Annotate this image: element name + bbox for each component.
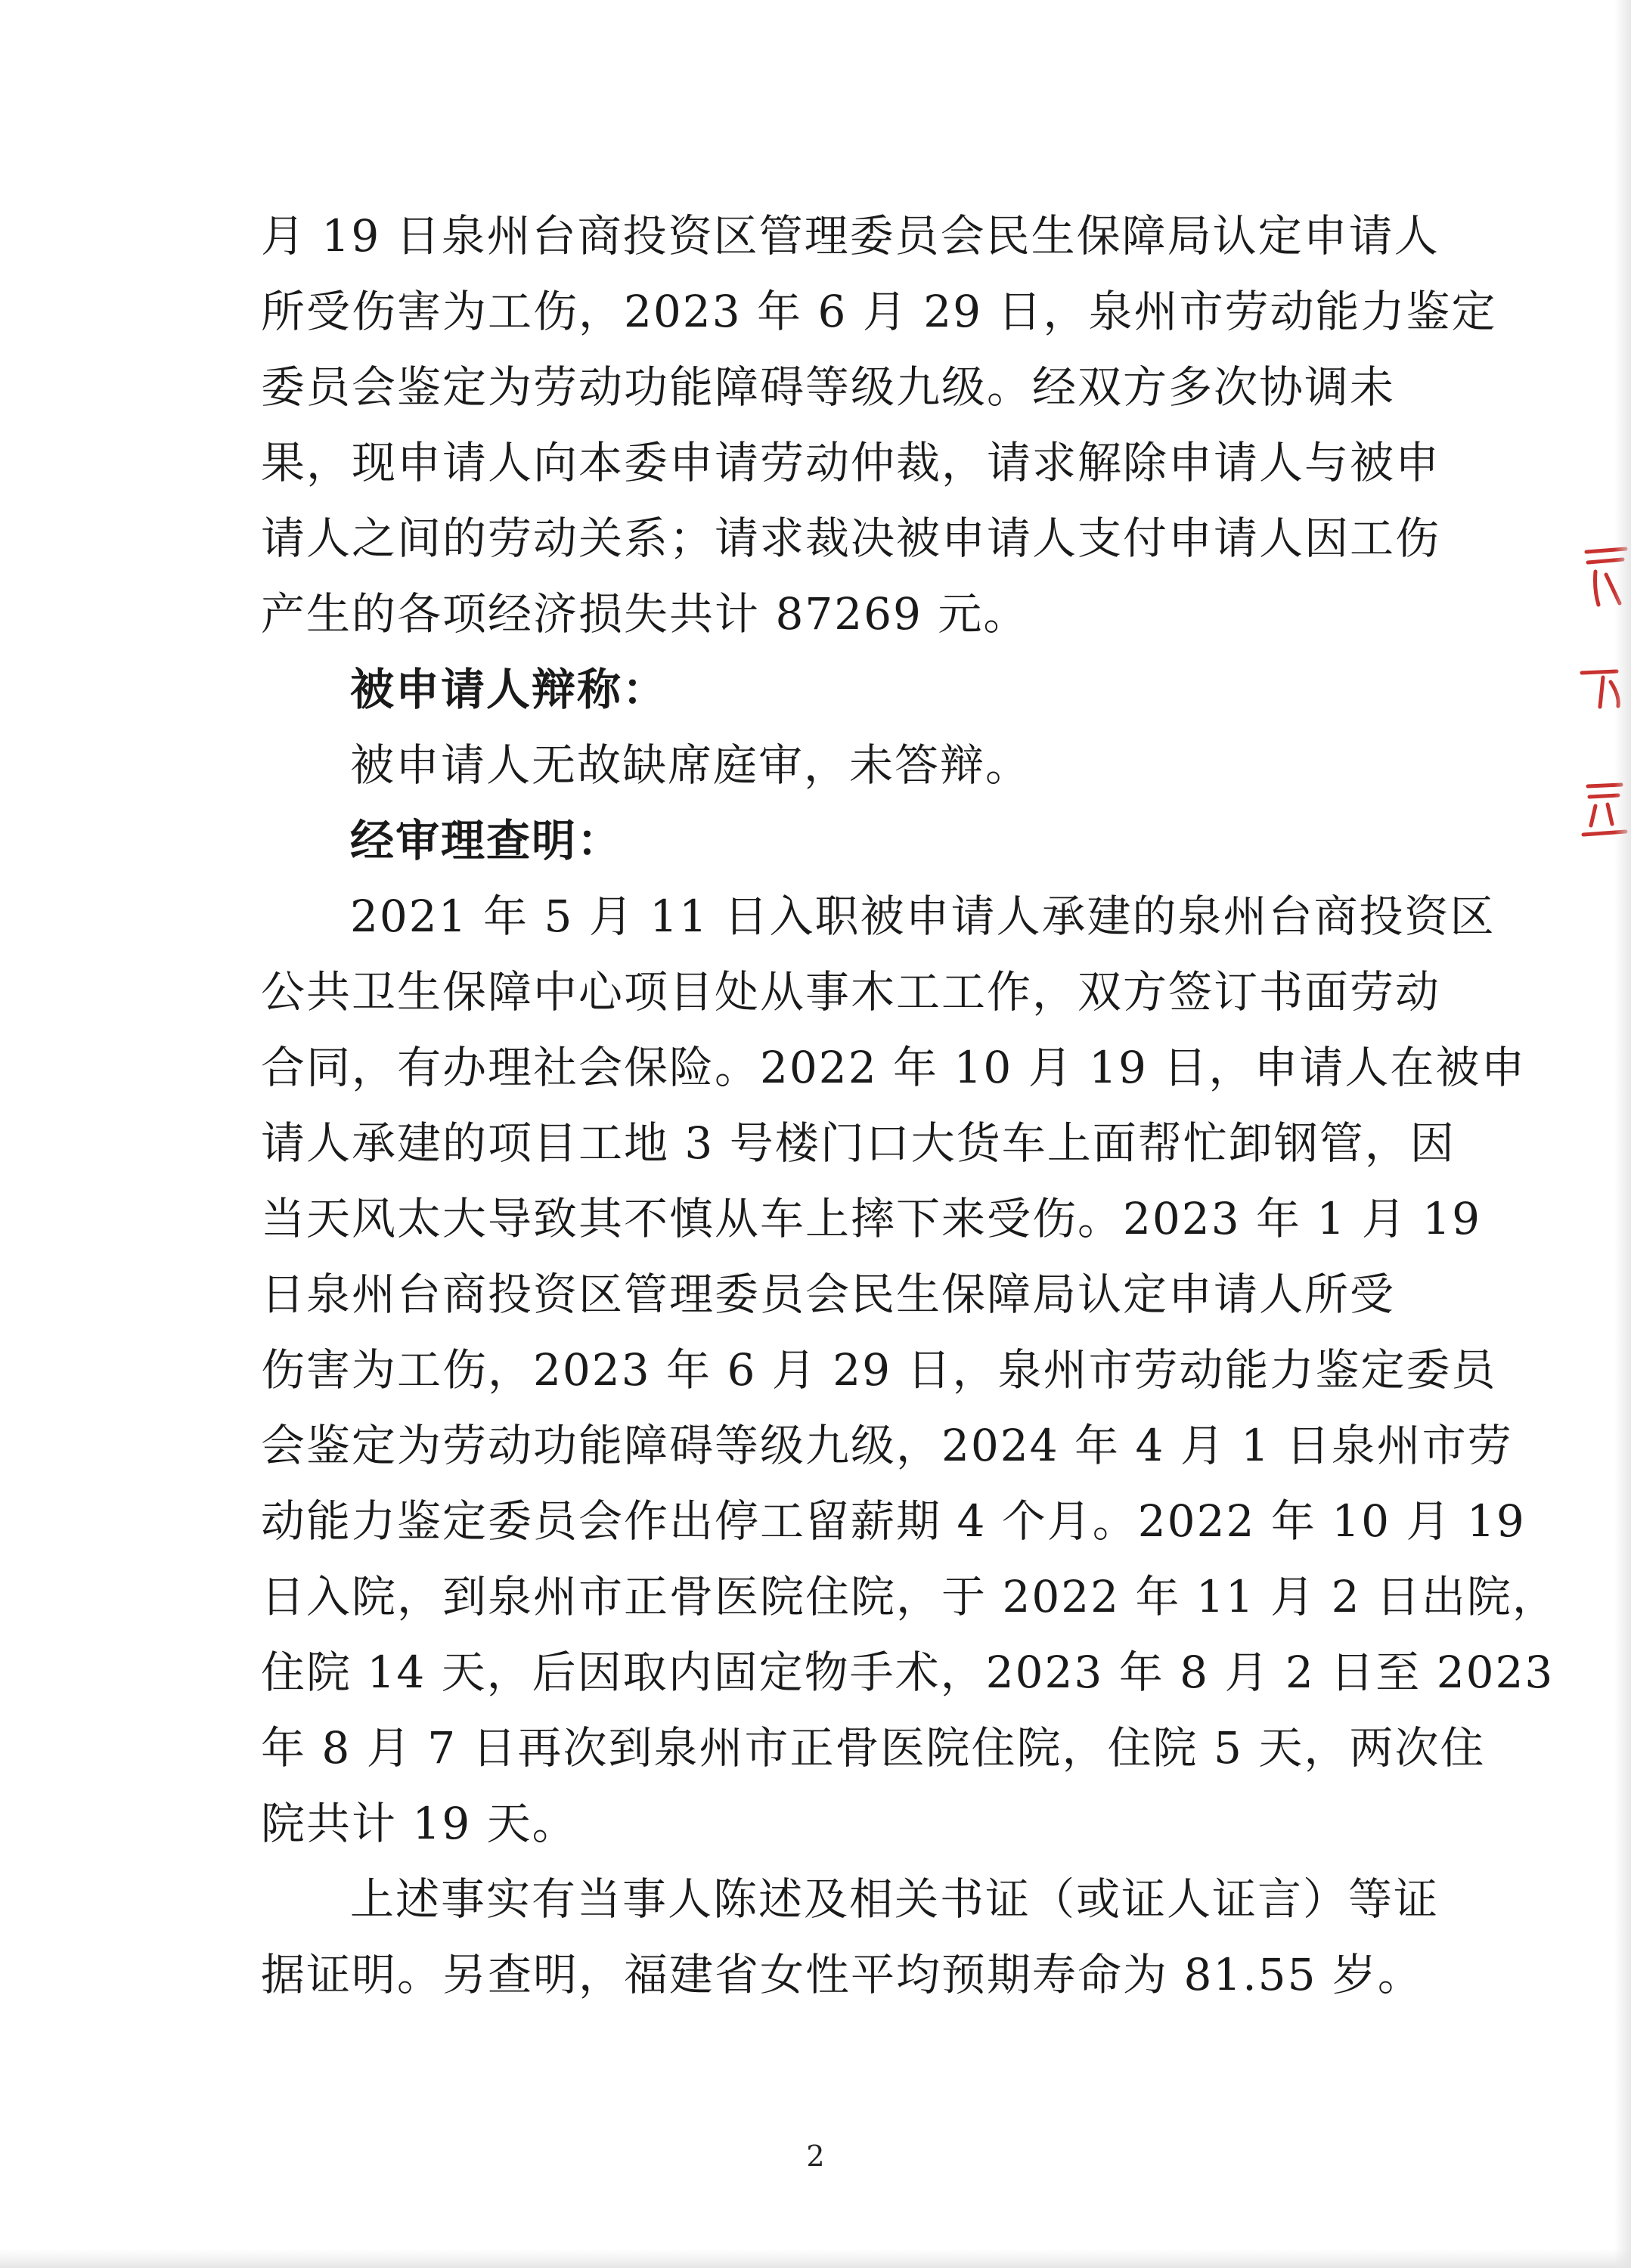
document-body bbox=[261, 198, 1558, 2012]
text-line: 合同，有办理社会保险。2022 年 10 月 19 日，申请人在被申 bbox=[261, 1042, 1527, 1093]
scan-edge-shadow bbox=[1614, 0, 1631, 2268]
text-line: 会鉴定为劳动功能障碍等级九级，2024 年 4 月 1 日泉州市劳 bbox=[261, 1420, 1513, 1471]
text-line: 院共计 19 天。 bbox=[261, 1798, 578, 1849]
section-heading-respondent: 被申请人辩称： bbox=[350, 664, 668, 715]
text-line: 当天风太大导致其不慎从车上摔下来受伤。2023 年 1 月 19 bbox=[261, 1193, 1482, 1244]
text-line: 年 8 月 7 日再次到泉州市正骨医院住院，住院 5 天，两次住 bbox=[261, 1722, 1486, 1774]
text-line: 产生的各项经济损失共计 87269 元。 bbox=[261, 588, 1029, 640]
text-line: 日泉州台商投资区管理委员会民生保障局认定申请人所受 bbox=[261, 1269, 1396, 1320]
text-line: 果，现申请人向本委申请劳动仲裁，请求解除申请人与被申 bbox=[261, 437, 1441, 488]
text-line: 伤害为工伤，2023 年 6 月 29 日，泉州市劳动能力鉴定委员 bbox=[261, 1344, 1497, 1396]
scan-bottom-shadow bbox=[0, 2249, 1631, 2268]
text-line: 据证明。另查明，福建省女性平均预期寿命为 81.55 岁。 bbox=[261, 1949, 1423, 2000]
text-line: 请人承建的项目工地 3 号楼门口大货车上面帮忙卸钢管，因 bbox=[261, 1117, 1456, 1169]
section-heading-findings: 经审理查明： bbox=[350, 815, 623, 866]
text-line: 上述事实有当事人陈述及相关书证（或证人证言）等证 bbox=[350, 1873, 1440, 1925]
text-line: 月 19 日泉州台商投资区管理委员会民生保障局认定申请人 bbox=[261, 210, 1440, 262]
text-line: 所受伤害为工伤，2023 年 6 月 29 日，泉州市劳动能力鉴定 bbox=[261, 286, 1497, 337]
text-line: 动能力鉴定委员会作出停工留薪期 4 个月。2022 年 10 月 19 bbox=[261, 1495, 1526, 1547]
text-line: 住院 14 天，后因取内固定物手术，2023 年 8 月 2 日至 2023 bbox=[261, 1647, 1555, 1698]
text-line: 请人之间的劳动关系；请求裁决被申请人支付申请人因工伤 bbox=[261, 513, 1441, 564]
text-line: 公共卫生保障中心项目处从事木工工作，双方签订书面劳动 bbox=[261, 966, 1441, 1018]
text-line: 被申请人无故缺席庭审，未答辩。 bbox=[350, 739, 1031, 791]
text-line: 2021 年 5 月 11 日入职被申请人承建的泉州台商投资区 bbox=[350, 891, 1496, 942]
text-line: 日入院，到泉州市正骨医院住院，于 2022 年 11 月 2 日出院， bbox=[261, 1571, 1558, 1622]
text-line: 委员会鉴定为劳动功能障碍等级九级。经双方多次协调未 bbox=[261, 361, 1396, 413]
page-number: 2 bbox=[806, 2139, 825, 2173]
